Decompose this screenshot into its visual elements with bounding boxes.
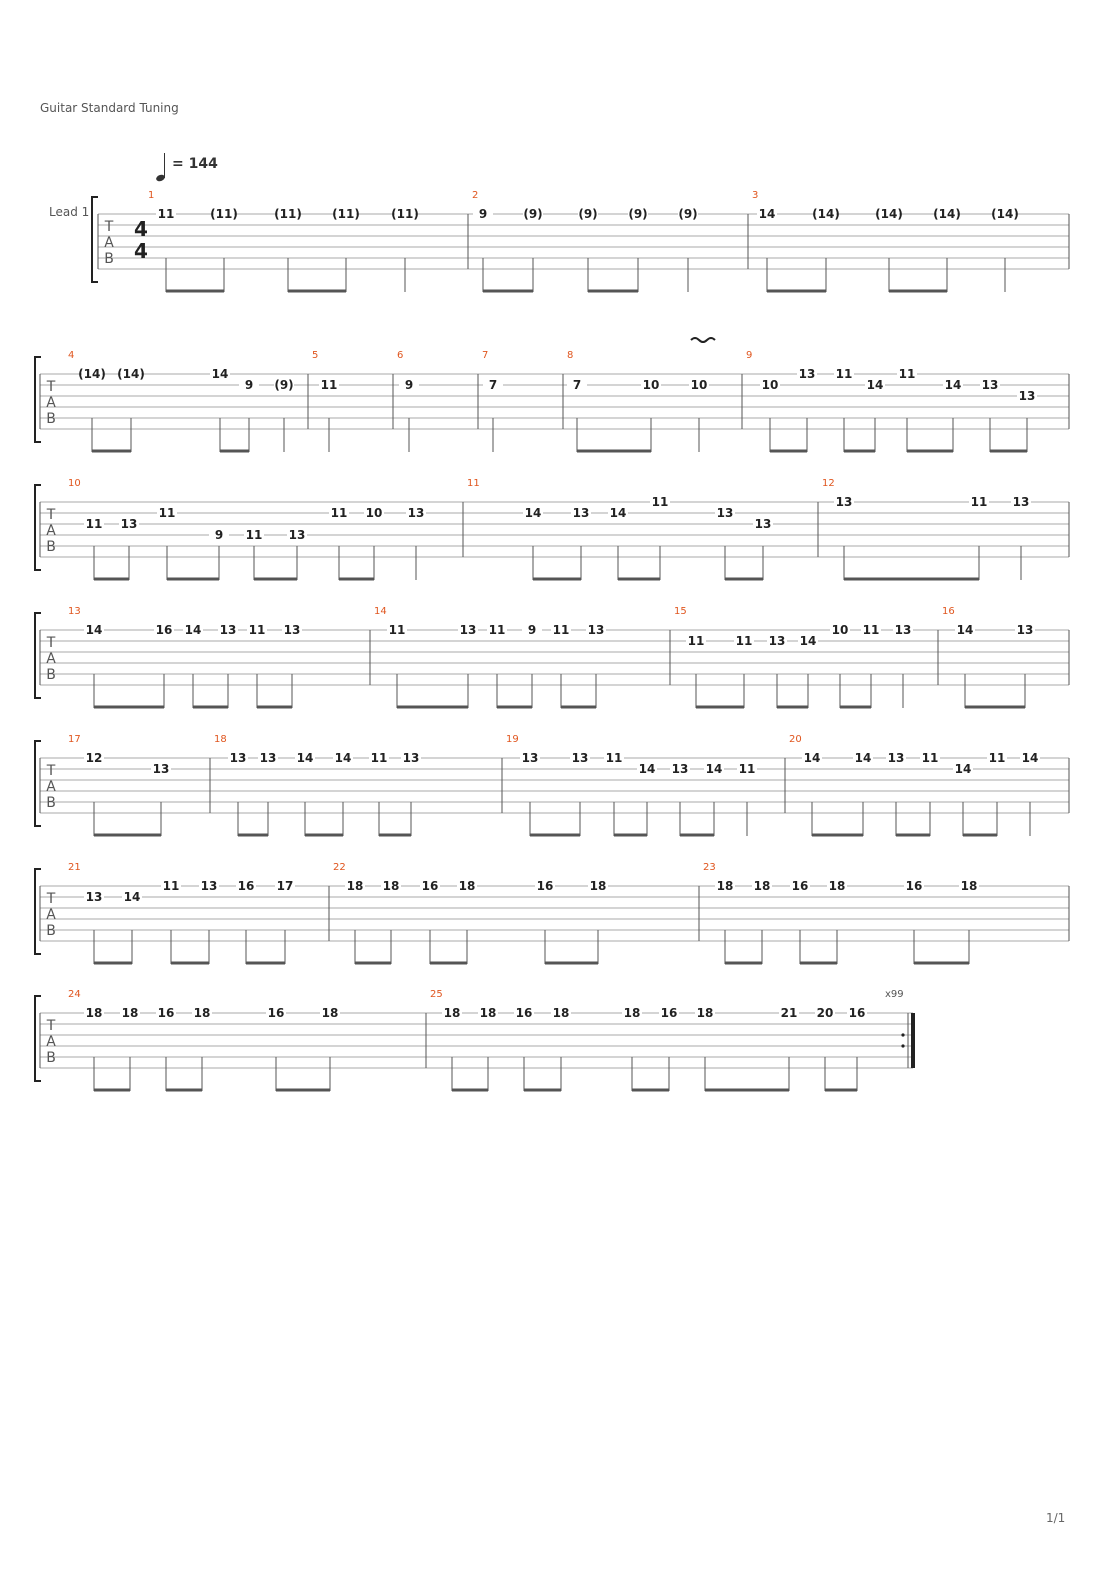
tab-clef-letter: A — [46, 779, 56, 795]
measure-number: 25 — [430, 989, 443, 1000]
fret-number: (9) — [628, 207, 648, 221]
tab-clef-letter: A — [46, 651, 56, 667]
measure-number: 21 — [68, 862, 81, 873]
fret-number: 9 — [404, 378, 414, 392]
fret-number: 11 — [921, 751, 939, 765]
fret-number: 14 — [705, 762, 723, 776]
fret-number: 17 — [276, 879, 294, 893]
fret-number: 16 — [848, 1006, 866, 1020]
measure-number: 17 — [68, 734, 81, 745]
fret-number: 13 — [407, 506, 425, 520]
fret-number: 11 — [735, 634, 753, 648]
tab-clef-letter: A — [46, 907, 56, 923]
fret-number: (11) — [274, 207, 302, 221]
fret-number: 11 — [651, 495, 669, 509]
fret-number: 13 — [402, 751, 420, 765]
fret-number: 14 — [524, 506, 542, 520]
fret-number: 14 — [944, 378, 962, 392]
fret-number: (9) — [578, 207, 598, 221]
fret-number: 18 — [696, 1006, 714, 1020]
fret-number: 18 — [85, 1006, 103, 1020]
tab-clef-letter: T — [104, 219, 114, 235]
fret-number: 7 — [488, 378, 498, 392]
fret-number: 13 — [571, 751, 589, 765]
tab-clef-letter: A — [46, 523, 56, 539]
tempo-value: = 144 — [172, 156, 218, 172]
fret-number: (9) — [523, 207, 543, 221]
tab-clef-letter: T — [46, 891, 56, 907]
measure-number: 15 — [674, 606, 687, 617]
fret-number: 9 — [244, 378, 254, 392]
fret-number: 18 — [828, 879, 846, 893]
fret-number: 11 — [687, 634, 705, 648]
measure-number: 22 — [333, 862, 346, 873]
page-number: 1/1 — [1046, 1511, 1066, 1525]
fret-number: 14 — [123, 890, 141, 904]
fret-number: (14) — [78, 367, 106, 381]
fret-number: 11 — [488, 623, 506, 637]
fret-number: 13 — [521, 751, 539, 765]
fret-number: 10 — [690, 378, 708, 392]
fret-number: 18 — [960, 879, 978, 893]
fret-number: 11 — [158, 506, 176, 520]
fret-number: 10 — [761, 378, 779, 392]
fret-number: 14 — [638, 762, 656, 776]
fret-number: 10 — [831, 623, 849, 637]
fret-number: 18 — [753, 879, 771, 893]
fret-number: 18 — [193, 1006, 211, 1020]
fret-number: 16 — [155, 623, 173, 637]
tab-clef-letter: A — [104, 235, 114, 251]
fret-number: 14 — [609, 506, 627, 520]
fret-number: 11 — [862, 623, 880, 637]
measure-number: 24 — [68, 989, 81, 1000]
measure-number: 23 — [703, 862, 716, 873]
measure-number: 11 — [467, 478, 480, 489]
fret-number: (14) — [991, 207, 1019, 221]
measure-number: 13 — [68, 606, 81, 617]
fret-number: (14) — [117, 367, 145, 381]
measure-number: 5 — [312, 350, 319, 361]
track-name: Lead 1 — [49, 205, 90, 219]
measure-number: 8 — [567, 350, 574, 361]
fret-number: 11 — [552, 623, 570, 637]
fret-number: 11 — [388, 623, 406, 637]
fret-number: 10 — [642, 378, 660, 392]
vibrato-icon — [691, 338, 715, 342]
repeat-count: x99 — [885, 989, 904, 1000]
fret-number: 16 — [157, 1006, 175, 1020]
fret-number: 7 — [572, 378, 582, 392]
fret-number: 16 — [660, 1006, 678, 1020]
fret-number: 18 — [121, 1006, 139, 1020]
tab-clef-letter: T — [46, 635, 56, 651]
fret-number: 18 — [623, 1006, 641, 1020]
fret-number: (11) — [391, 207, 419, 221]
fret-number: 16 — [536, 879, 554, 893]
fret-number: 9 — [214, 528, 224, 542]
repeat-dot — [901, 1044, 904, 1047]
fret-number: 13 — [459, 623, 477, 637]
tab-clef-letter: T — [46, 763, 56, 779]
fret-number: 10 — [365, 506, 383, 520]
fret-number: 13 — [288, 528, 306, 542]
fret-number: 13 — [716, 506, 734, 520]
fret-number: 14 — [866, 378, 884, 392]
fret-number: 11 — [162, 879, 180, 893]
measure-number: 4 — [68, 350, 75, 361]
fret-number: 13 — [152, 762, 170, 776]
tab-clef-letter: B — [46, 539, 56, 555]
measure-number: 18 — [214, 734, 227, 745]
fret-number: 18 — [443, 1006, 461, 1020]
fret-number: 18 — [346, 879, 364, 893]
fret-number: 13 — [587, 623, 605, 637]
fret-number: 13 — [798, 367, 816, 381]
fret-number: (14) — [875, 207, 903, 221]
fret-number: 13 — [200, 879, 218, 893]
fret-number: 13 — [1016, 623, 1034, 637]
fret-number: 14 — [854, 751, 872, 765]
tab-clef-letter: B — [46, 667, 56, 683]
tab-clef-letter: B — [46, 1050, 56, 1066]
fret-number: 16 — [267, 1006, 285, 1020]
fret-number: 18 — [321, 1006, 339, 1020]
measure-number: 10 — [68, 478, 81, 489]
fret-number: 18 — [589, 879, 607, 893]
measure-number: 12 — [822, 478, 835, 489]
measure-number: 14 — [374, 606, 387, 617]
fret-number: 20 — [816, 1006, 834, 1020]
fret-number: 16 — [237, 879, 255, 893]
tab-clef-letter: B — [104, 251, 114, 267]
fret-number: 14 — [184, 623, 202, 637]
fret-number: 14 — [85, 623, 103, 637]
time-signature-denominator: 4 — [134, 239, 148, 263]
tab-clef-letter: B — [46, 411, 56, 427]
fret-number: 13 — [1018, 389, 1036, 403]
fret-number: 13 — [887, 751, 905, 765]
tab-clef-letter: B — [46, 923, 56, 939]
tab-clef-letter: A — [46, 1034, 56, 1050]
fret-number: 13 — [572, 506, 590, 520]
fret-number: 13 — [219, 623, 237, 637]
fret-number: (11) — [210, 207, 238, 221]
tab-clef-letter: A — [46, 395, 56, 411]
fret-number: (14) — [812, 207, 840, 221]
fret-number: 13 — [768, 634, 786, 648]
fret-number: 11 — [330, 506, 348, 520]
fret-number: 18 — [458, 879, 476, 893]
fret-number: 16 — [421, 879, 439, 893]
fret-number: 14 — [1021, 751, 1039, 765]
fret-number: 14 — [296, 751, 314, 765]
fret-number: 11 — [248, 623, 266, 637]
fret-number: 13 — [229, 751, 247, 765]
measure-number: 3 — [752, 190, 759, 201]
fret-number: 14 — [758, 207, 776, 221]
fret-number: 11 — [85, 517, 103, 531]
fret-number: 11 — [157, 207, 175, 221]
fret-number: 13 — [1012, 495, 1030, 509]
fret-number: 13 — [85, 890, 103, 904]
fret-number: (9) — [678, 207, 698, 221]
measure-number: 7 — [482, 350, 489, 361]
fret-number: 13 — [120, 517, 138, 531]
repeat-dot — [901, 1033, 904, 1036]
fret-number: 9 — [478, 207, 488, 221]
fret-number: 14 — [799, 634, 817, 648]
measure-number: 6 — [397, 350, 404, 361]
fret-number: 11 — [320, 378, 338, 392]
fret-number: 13 — [283, 623, 301, 637]
fret-number: 18 — [552, 1006, 570, 1020]
fret-number: 11 — [988, 751, 1006, 765]
measure-number: 1 — [148, 190, 155, 201]
fret-number: 13 — [835, 495, 853, 509]
fret-number: 18 — [382, 879, 400, 893]
measure-number: 20 — [789, 734, 802, 745]
fret-number: 13 — [894, 623, 912, 637]
fret-number: 11 — [370, 751, 388, 765]
fret-number: 14 — [211, 367, 229, 381]
fret-number: 16 — [905, 879, 923, 893]
tuning-label: Guitar Standard Tuning — [40, 101, 179, 115]
fret-number: 11 — [605, 751, 623, 765]
fret-number: 16 — [791, 879, 809, 893]
fret-number: 13 — [259, 751, 277, 765]
fret-number: 16 — [515, 1006, 533, 1020]
fret-number: 21 — [780, 1006, 798, 1020]
measure-number: 2 — [472, 190, 479, 201]
tab-clef-letter: T — [46, 507, 56, 523]
fret-number: 14 — [803, 751, 821, 765]
fret-number: 14 — [956, 623, 974, 637]
fret-number: 11 — [898, 367, 916, 381]
fret-number: 12 — [85, 751, 103, 765]
tab-clef-letter: T — [46, 379, 56, 395]
tab-clef-letter: B — [46, 795, 56, 811]
fret-number: 11 — [738, 762, 756, 776]
fret-number: 13 — [754, 517, 772, 531]
fret-number: 13 — [671, 762, 689, 776]
tab-clef-letter: T — [46, 1018, 56, 1034]
fret-number: 18 — [479, 1006, 497, 1020]
fret-number: (11) — [332, 207, 360, 221]
fret-number: 11 — [970, 495, 988, 509]
fret-number: 18 — [716, 879, 734, 893]
measure-number: 19 — [506, 734, 519, 745]
fret-number: 14 — [334, 751, 352, 765]
fret-number: (14) — [933, 207, 961, 221]
fret-number: 13 — [981, 378, 999, 392]
measure-number: 16 — [942, 606, 955, 617]
fret-number: (9) — [274, 378, 294, 392]
time-signature-numerator: 4 — [134, 217, 148, 241]
fret-number: 11 — [835, 367, 853, 381]
measure-number: 9 — [746, 350, 753, 361]
system-brace — [92, 197, 98, 282]
fret-number: 14 — [954, 762, 972, 776]
fret-number: 9 — [527, 623, 537, 637]
fret-number: 11 — [245, 528, 263, 542]
